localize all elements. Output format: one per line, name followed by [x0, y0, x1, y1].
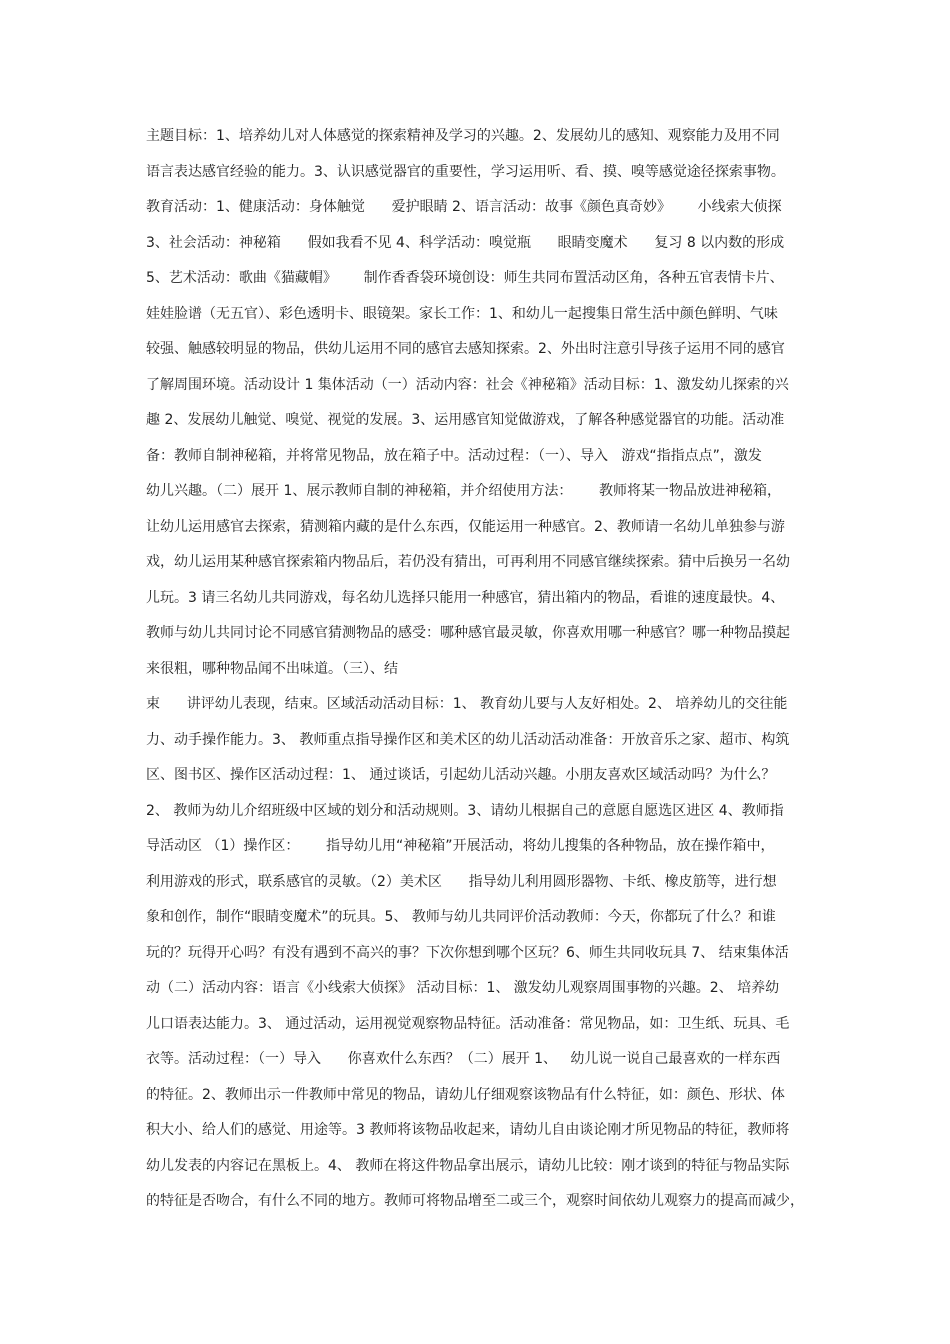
text-line-3: 教育活动：1、健康活动：身体触觉 爱护眼睛 2、语言活动：故事《颜色真奇妙》 小线索大侦探 — [146, 199, 782, 215]
text-line-9: 趣 2、发展幼儿触觉、嗅觉、视觉的发展。3、运用感官知觉做游戏，了解各种感觉器官的功能。活动准 — [146, 412, 785, 428]
text-line-11: 幼儿兴趣。（二）展开 1、展示教师自制的神秘箱，并介绍使用方法： 教师将某一物品放进神秘箱， — [146, 483, 782, 499]
text-line-25: 动（二）活动内容：语言《小线索大侦探》 活动目标：1、 激发幼儿观察周围事物的兴趣。2、 培养幼 — [146, 980, 780, 996]
text-line-5: 5、艺术活动：歌曲《猫藏帽》 制作香香袋环境创设：师生共同布置活动区角，各种五官表情卡片、 — [146, 270, 784, 286]
text-line-31: 的特征是否吻合，有什么不同的地方。教师可将物品增至二或三个，观察时间依幼儿观察力的提高而减少， — [146, 1193, 804, 1209]
text-line-14: 儿玩。3 请三名幼儿共同游戏，每名幼儿选择只能用一种感官，猜出箱内的物品，看谁的速度最快。4、 — [146, 589, 785, 606]
text-line-10: 备：教师自制神秘箱，并将常见物品，放在箱子中。活动过程：（一）、导入 游戏“指指点点”，激发 — [146, 447, 762, 464]
text-line-20: 2、 教师为幼儿介绍班级中区域的划分和活动规则。3、请幼儿根据自己的意愿自愿选区进区 4、教师指 — [146, 802, 784, 819]
text-line-8: 了解周围环境。活动设计 1 集体活动（一）活动内容：社会《神秘箱》活动目标：1、激发幼儿探索的兴 — [146, 376, 789, 393]
text-line-19: 区、图书区、操作区活动过程：1、 通过谈话，引起幼儿活动兴趣。小朋友喜欢区域活动吗？为什么？ — [146, 767, 776, 783]
text-line-27: 衣等。活动过程：（一）导入 你喜欢什么东西？（二）展开 1、 幼儿说一说自己最喜欢的一样东西 — [146, 1051, 781, 1067]
text-line-6: 娃娃脸谱（无五官）、彩色透明卡、眼镜架。家长工作：1、和幼儿一起搜集日常生活中颜色鲜明、气味 — [146, 305, 778, 322]
text-line-2: 语言表达感官经验的能力。3、认识感觉器官的重要性，学习运用听、看、摸、嗅等感觉途径探索事物。 — [146, 163, 785, 180]
text-line-23: 象和创作，制作“眼睛变魔术”的玩具。5、 教师与幼儿共同评价活动教师：今天，你都玩了什么？和谁 — [146, 909, 776, 925]
text-line-21: 导活动区 （1）操作区： 指导幼儿用“神秘箱”开展活动，将幼儿搜集的各种物品，放在操作箱中， — [146, 838, 775, 854]
text-line-1: 主题目标：1、培养幼儿对人体感觉的探索精神及学习的兴趣。2、发展幼儿的感知、观察能力及用不同 — [146, 128, 780, 144]
document-body — [146, 124, 826, 1225]
text-line-28: 的特征。2、教师出示一件教师中常见的物品，请幼儿仔细观察该物品有什么特征，如：颜色、形状、体 — [146, 1086, 785, 1103]
text-line-4: 3、社会活动：神秘箱 假如我看不见 4、科学活动：嗅觉瓶 眼睛变魔术 复习 8 以内数的形成 — [146, 234, 785, 251]
text-line-18: 力、动手操作能力。3、 教师重点指导操作区和美术区的幼儿活动活动准备：开放音乐之家、超市、构筑 — [146, 731, 790, 748]
text-line-30: 幼儿发表的内容记在黑板上。4、 教师在将这件物品拿出展示，请幼儿比较：刚才谈到的特征与物品实际 — [146, 1157, 790, 1174]
text-line-26: 儿口语表达能力。3、 通过活动，运用视觉观察物品特征。活动准备：常见物品，如：卫生纸、玩具、毛 — [146, 1015, 790, 1032]
text-line-16: 来很粗，哪种物品闻不出味道。（三）、结 — [146, 660, 398, 677]
text-line-15: 教师与幼儿共同讨论不同感官猜测物品的感受：哪种感官最灵敏，你喜欢用哪一种感官？哪一种物品摸起 — [146, 625, 790, 641]
text-line-24: 玩的？玩得开心吗？有没有遇到不高兴的事？下次你想到哪个区玩？6、师生共同收玩具 7、 结束集体活 — [146, 944, 789, 961]
text-line-29: 积大小、给人们的感觉、用途等。3 教师将该物品收起来，请幼儿自由谈论刚才所见物品的特征，教师将 — [146, 1122, 790, 1138]
text-line-17: 束 讲评幼儿表现，结束。区域活动活动目标：1、 教育幼儿要与人友好相处。2、 培养幼儿的交往能 — [146, 696, 788, 712]
text-line-12: 让幼儿运用感官去探索，猜测箱内藏的是什么东西，仅能运用一种感官。2、教师请一名幼儿单独参与游 — [146, 518, 785, 535]
text-line-7: 较强、触感较明显的物品，供幼儿运用不同的感官去感知探索。2、外出时注意引导孩子运用不同的感官 — [146, 341, 785, 357]
text-line-13: 戏，幼儿运用某种感官探索箱内物品后，若仍没有猜出，可再利用不同感官继续探索。猜中后换另一名幼 — [146, 554, 790, 570]
text-line-22: 利用游戏的形式，联系感官的灵敏。（2）美术区 指导幼儿利用圆形器物、卡纸、橡皮筋等，进行想 — [146, 873, 777, 890]
